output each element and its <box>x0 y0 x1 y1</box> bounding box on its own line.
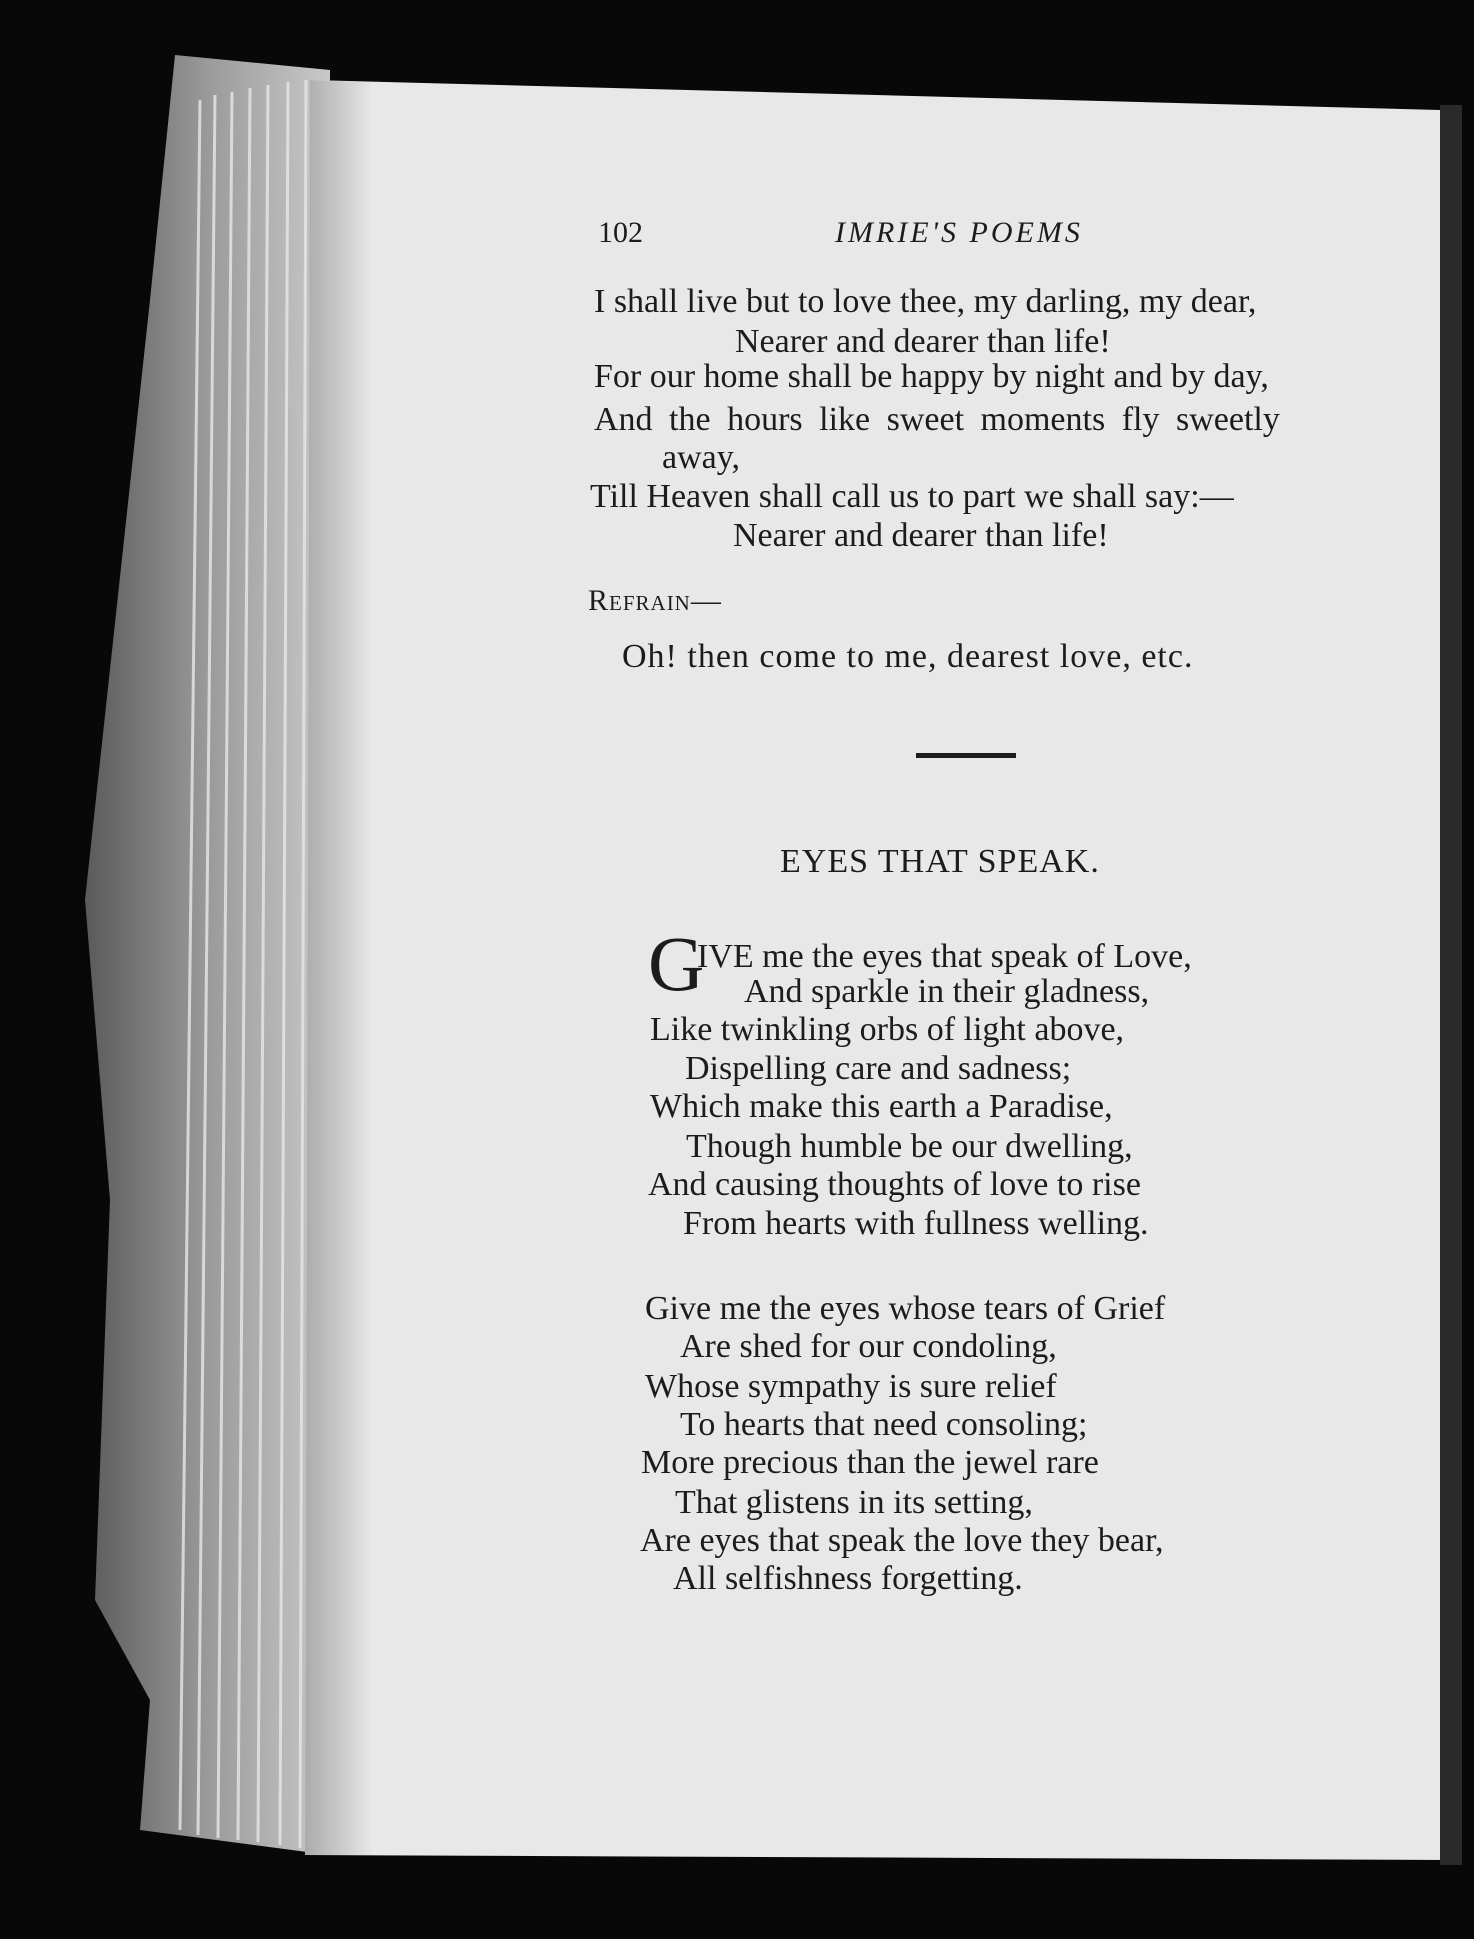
verse-line: away, <box>662 439 741 476</box>
verse-line: From hearts with fullness welling. <box>683 1205 1149 1242</box>
verse-line: Nearer and dearer than life! <box>733 517 1109 554</box>
verse-line: Till Heaven shall call us to part we shall say:— <box>590 478 1234 515</box>
verse-line: And sparkle in their gladness, <box>744 973 1150 1010</box>
right-edge-shadow <box>1440 105 1462 1865</box>
verse-line: To hearts that need consoling; <box>680 1406 1088 1443</box>
verse-line: Though humble be our dwelling, <box>686 1128 1133 1165</box>
refrain-label: Refrain— <box>588 584 722 617</box>
verse-line: That glistens in its setting, <box>675 1484 1033 1521</box>
poem-title: EYES THAT SPEAK. <box>780 843 1100 880</box>
verse-line: Give me the eyes whose tears of Grief <box>645 1290 1166 1327</box>
verse-line: Are eyes that speak the love they bear, <box>640 1522 1164 1559</box>
verse-line: Dispelling care and sadness; <box>685 1050 1072 1087</box>
verse-line: For our home shall be happy by night and by day, <box>594 358 1269 395</box>
verse-line: I shall live but to love thee, my darling, my dear, <box>594 283 1257 320</box>
verse-line: All selfishness forgetting. <box>673 1560 1023 1597</box>
refrain-line: Oh! then come to me, dearest love, etc. <box>622 638 1194 675</box>
verse-line: More precious than the jewel rare <box>641 1444 1099 1481</box>
verse-line: Whose sympathy is sure relief <box>645 1368 1057 1405</box>
verse-line: IVE me the eyes that speak of Love, <box>697 938 1192 975</box>
page-number: 102 <box>598 216 643 249</box>
verse-line: Nearer and dearer than life! <box>735 323 1111 360</box>
section-rule <box>916 753 1016 758</box>
drop-cap: G <box>648 920 705 1007</box>
page-gutter-shadow <box>305 80 372 1855</box>
verse-line: Are shed for our condoling, <box>680 1328 1057 1365</box>
verse-line: Which make this earth a Paradise, <box>650 1088 1113 1125</box>
verse-line: Like twinkling orbs of light above, <box>650 1011 1125 1048</box>
verse-line: And causing thoughts of love to rise <box>648 1166 1141 1203</box>
running-head: IMRIE'S POEMS <box>835 216 1083 249</box>
verse-line: And the hours like sweet moments fly sweetly <box>594 401 1280 438</box>
